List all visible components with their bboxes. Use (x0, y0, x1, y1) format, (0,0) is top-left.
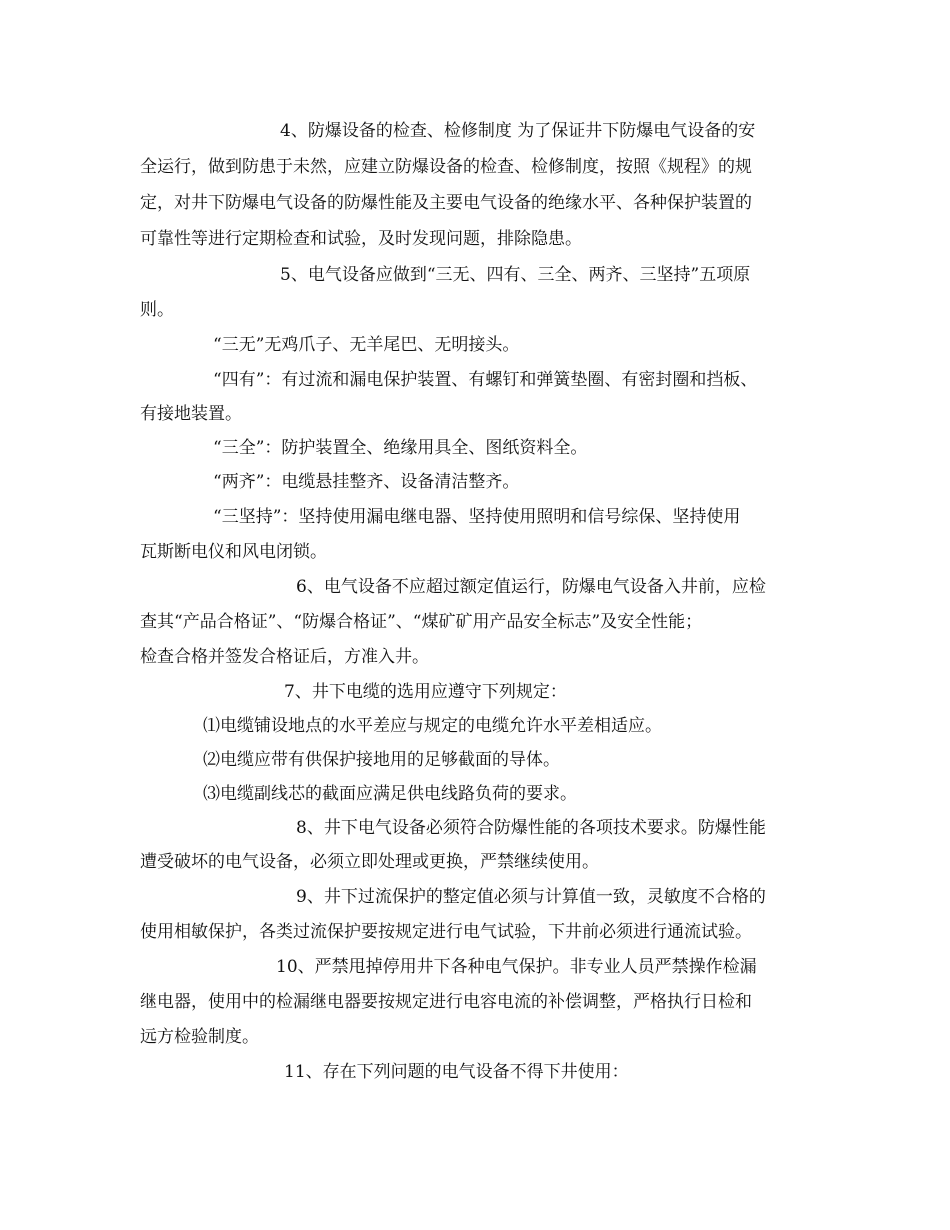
text-line: ⑴电缆铺设地点的水平差应与规定的电缆允许水平差相适应。 (203, 716, 662, 736)
text-line: “三无”无鸡爪子、无羊尾巴、无明接头。 (213, 335, 520, 355)
text-line: 5、电气设备应做到“三无、四有、三全、两齐、三坚持”五项原 (280, 265, 751, 285)
text-line: “两齐”：电缆悬挂整齐、设备清洁整齐。 (213, 472, 520, 492)
text-line: 9、井下过流保护的整定值必须与计算值一致，灵敏度不合格的 (296, 887, 766, 907)
text-line: 可靠性等进行定期检查和试验，及时发现问题，排除隐患。 (140, 229, 582, 249)
text-line: 则。 (140, 300, 174, 320)
text-line: “四有”：有过流和漏电保护装置、有螺钉和弹簧垫圈、有密封圈和挡板、 (213, 370, 758, 390)
text-line: 全运行，做到防患于未然，应建立防爆设备的检查、检修制度，按照《规程》的规 (140, 157, 752, 177)
text-line: 瓦斯断电仪和风电闭锁。 (140, 542, 327, 562)
text-line: 4、防爆设备的检查、检修制度 为了保证井下防爆电气设备的安 (280, 121, 756, 141)
text-line: “三坚持”：坚持使用漏电继电器、坚持使用照明和信号综保、坚持使用 (213, 507, 741, 527)
text-line: 遭受破坏的电气设备，必须立即处理或更换，严禁继续使用。 (140, 852, 599, 872)
text-line: 查其“产品合格证”、“防爆合格证”、“煤矿矿用产品安全标志”及安全性能； (140, 612, 703, 632)
text-line: 使用相敏保护，各类过流保护要按规定进行电气试验，下井前必须进行通流试验。 (140, 922, 752, 942)
text-line: 7、井下电缆的选用应遵守下列规定： (284, 682, 567, 702)
text-line: 10、严禁甩掉停用井下各种电气保护。非专业人员严禁操作检漏 (276, 957, 757, 977)
text-line: “三全”：防护装置全、绝缘用具全、图纸资料全。 (213, 438, 588, 458)
text-line: 11、存在下列问题的电气设备不得下井使用： (284, 1062, 629, 1082)
text-line: 远方检验制度。 (140, 1027, 259, 1047)
text-line: 8、井下电气设备必须符合防爆性能的各项技术要求。防爆性能 (296, 818, 766, 838)
text-line: ⑵电缆应带有供保护接地用的足够截面的导体。 (203, 750, 560, 770)
text-line: 有接地装置。 (140, 404, 242, 424)
text-line: 定，对井下防爆电气设备的防爆性能及主要电气设备的绝缘水平、各种保护装置的 (140, 193, 752, 213)
text-line: 6、电气设备不应超过额定值运行，防爆电气设备入井前，应检 (296, 577, 766, 597)
text-line: ⑶电缆副线芯的截面应满足供电线路负荷的要求。 (203, 784, 577, 804)
text-line: 检查合格并签发合格证后，方准入井。 (140, 647, 429, 667)
text-line: 继电器，使用中的检漏继电器要按规定进行电容电流的补偿调整，严格执行日检和 (140, 992, 752, 1012)
